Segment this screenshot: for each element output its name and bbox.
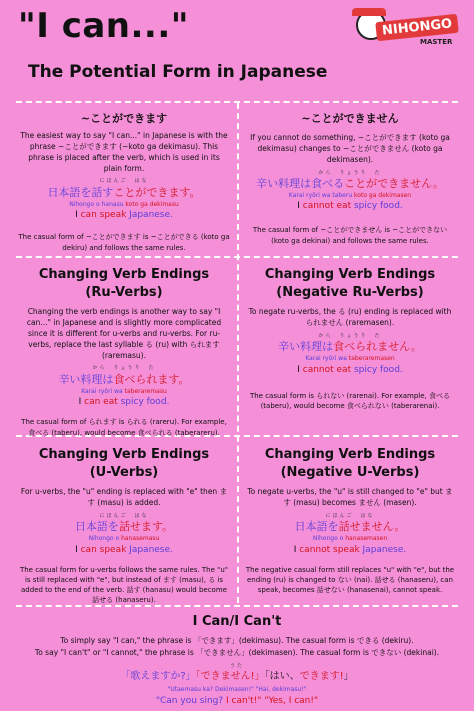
section-heading: Changing Verb Endings (Negative U-Verbs) bbox=[264, 447, 436, 480]
section-heading: ~ことができます bbox=[80, 112, 168, 125]
section-heading: Changing Verb Endings (Ru-Verbs) bbox=[38, 267, 210, 300]
example-japanese: 辛い料理は食べられません。 bbox=[278, 340, 422, 354]
section-heading: Changing Verb Endings (U-Verbs) bbox=[38, 447, 210, 480]
example-english: I can eat spicy food. bbox=[78, 397, 170, 408]
section-note: The negative casual form still replaces "u" with "e", but the ending (ru) is changed to ない (nai). 話せる (hanaseru), can speak, becomes 話せない (hanasenai), cannot speak. bbox=[245, 565, 455, 595]
example-japanese: 日本語を話すことができます。 bbox=[47, 185, 201, 199]
divider bbox=[237, 103, 239, 603]
section-koto-ga-dekimasen bbox=[244, 111, 456, 250]
section-body: For u-verbs, the "u" ending is replaced with "e" then ます (masu) is added. bbox=[20, 487, 228, 507]
example-english: "Can you sing? I can't!" "Yes, I can!" bbox=[155, 696, 319, 707]
example-english: I cannot eat spicy food. bbox=[297, 201, 403, 212]
section-negative-u-verbs bbox=[244, 446, 456, 599]
logo-subtext: MASTER bbox=[420, 38, 453, 46]
example-romaji: "Utaemasu ka? Dekimasen!" "Hai, dekimasu!" bbox=[167, 685, 307, 693]
example-english: I cannot speak Japanese. bbox=[293, 544, 407, 555]
example-english: I can speak Japanese. bbox=[75, 210, 173, 221]
example-japanese: 日本語を話せます。 bbox=[74, 520, 174, 534]
example-japanese: 辛い料理は食べることができません。 bbox=[256, 176, 444, 190]
example-japanese: 辛い料理は食べられます。 bbox=[58, 372, 190, 386]
section-i-can-i-cant bbox=[16, 612, 458, 709]
furigana: から りょうり た bbox=[92, 365, 156, 372]
headband-icon bbox=[352, 8, 386, 16]
section-note: The casual form of られます is られる (rareru). For example, 食べる (taberu), would become 食べられる (taberareru). bbox=[21, 418, 227, 437]
example-english: I can speak Japanese. bbox=[75, 544, 173, 555]
section-heading: I Can/I Can't bbox=[192, 614, 282, 629]
section-note: The casual form of ~ことができます is ~ことができる (koto ga dekiru) and follows the same rules. bbox=[18, 233, 230, 252]
page-title: "I can..." bbox=[18, 6, 189, 46]
page-subtitle: The Potential Form in Japanese bbox=[28, 62, 328, 82]
example-romaji: Karai ryōri wa taberaremasen bbox=[305, 355, 395, 363]
logo-wordmark: NIHONGO bbox=[375, 14, 459, 41]
example-romaji: Nihongo o hanasu koto ga dekimasu bbox=[69, 200, 179, 208]
section-body: The easiest way to say "I can..." in Japanese is with the phrase ~ことができます (~koto ga dekimasu). This phrase is placed after the verb, which is used in its plain form. bbox=[20, 130, 228, 173]
furigana: うた bbox=[229, 662, 244, 669]
section-body: Changing the verb endings is another way to say "I can..." in Japanese and is slightly more complicated since it is different for u-verbs and ru-verbs. For ru-verbs, replace the last syllable る (ru) with られます (raremasu). bbox=[26, 307, 222, 360]
furigana: にほんご はな bbox=[99, 512, 149, 519]
section-heading: ~ことができません bbox=[301, 112, 399, 125]
section-note: The casual form for u-verbs follows the same rules. The "u" is still replaced with "e", but instead of ます (masu), る is added to the end of the verb. 話す (hanasu) would become 話せる (hanaseru). bbox=[19, 565, 229, 605]
example-romaji: Nihongo o hanasemasu bbox=[88, 535, 160, 543]
section-body: If you cannot do something, ~ことができます (koto ga dekimasu) changes to ~ことができません (koto ga dekimasen). bbox=[250, 132, 450, 164]
furigana: にほんご はな bbox=[325, 512, 375, 519]
example-romaji: Karai ryōri wa taberaremasu bbox=[81, 387, 167, 395]
section-koto-ga-dekimasu bbox=[18, 111, 230, 257]
section-ru-verbs bbox=[18, 266, 230, 442]
example-romaji: Karai ryōri wa taberu koto ga dekimasen bbox=[288, 191, 412, 199]
furigana: から りょうり た bbox=[318, 332, 382, 339]
example-japanese: 日本語を話せません。 bbox=[294, 520, 406, 534]
section-line: To say "I can't" or "I cannot," the phrase is 「できません」(dekimasen). The casual form is できない (dekinai). bbox=[34, 647, 440, 657]
furigana: から りょうり た bbox=[318, 169, 382, 176]
section-heading: Changing Verb Endings (Negative Ru-Verbs) bbox=[264, 267, 436, 300]
section-body: To negate u-verbs, the "u" is still changed to "e" but ます (masu) becomes ません (masen). bbox=[247, 487, 453, 507]
section-line: To simply say "I can," the phrase is 「できます」(dekimasu). The casual form is できる (dekiru). bbox=[60, 635, 414, 645]
section-note: The casual form of ~ことができません is ~ことができない (koto ga dekinai) and follows the same rules. bbox=[252, 226, 448, 245]
brand-logo bbox=[352, 8, 460, 50]
example-romaji: Nihongo o hanasemasen bbox=[312, 535, 388, 543]
furigana: にほんご はな bbox=[99, 178, 149, 185]
section-u-verbs bbox=[18, 446, 230, 609]
example-japanese: 「歌えますか?」「できません!」「はい、できます!」 bbox=[120, 670, 354, 682]
section-negative-ru-verbs bbox=[244, 266, 456, 415]
example-english: I cannot eat spicy food. bbox=[297, 364, 403, 375]
section-note: The casual form is られない (rarenai). For example, 食べる (taberu), would become 食べられない (taberarenai). bbox=[249, 391, 451, 410]
section-body: To negate ru-verbs, the る (ru) ending is replaced with られません (raremasen). bbox=[248, 307, 452, 327]
